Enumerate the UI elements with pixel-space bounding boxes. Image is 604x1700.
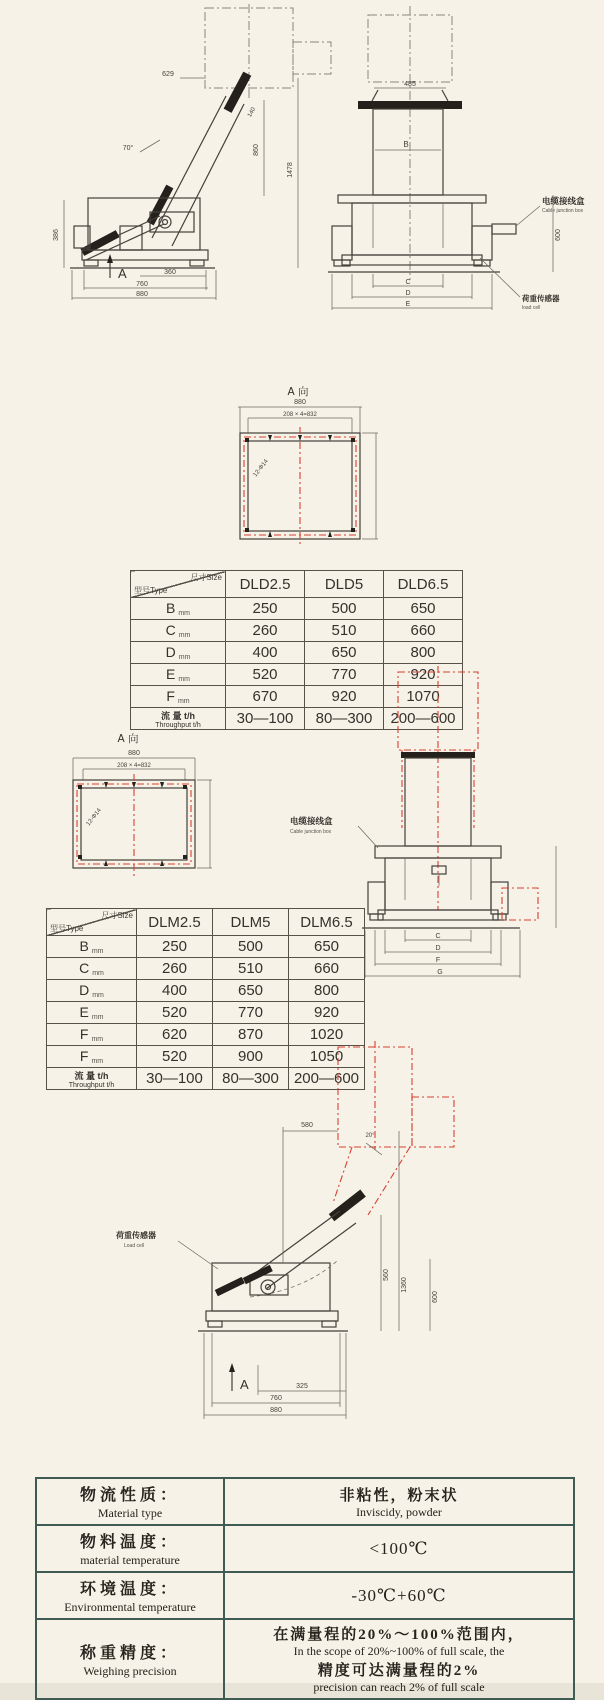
cable-junction-box-label-zh: 电缆接线盒 [542, 197, 585, 207]
cell: 770 [213, 1002, 289, 1024]
spec-label: 称重精度： Weighing precision [36, 1619, 224, 1699]
table-row [131, 598, 463, 620]
cell: 650 [213, 980, 289, 1002]
row-label: C mm [47, 958, 137, 980]
header-row [47, 909, 365, 936]
throughput-label: 流 量 t/h Throughput t/h [131, 708, 226, 730]
cell: 260 [226, 620, 305, 642]
dim-label: 560 [383, 1269, 390, 1281]
dim-label: 860 [253, 144, 260, 156]
corner-cell [47, 909, 137, 936]
dim-label: 600 [555, 229, 562, 241]
dim-label: 386 [53, 229, 60, 241]
side-view [53, 4, 331, 300]
angle-label: 70° [122, 145, 134, 152]
front-view [328, 6, 585, 311]
table-row [47, 936, 365, 958]
cell: 900 [213, 1046, 289, 1068]
cable-junction-box-label-en: Cable junction box [290, 829, 332, 835]
dim-label: 1360 [401, 1277, 408, 1293]
bolt-holes-label: 12-Φ14 [252, 458, 270, 479]
row-label: C mm [131, 620, 226, 642]
load-cell-label-en: Load cell [124, 1243, 145, 1249]
view-title: A 向 [287, 386, 309, 398]
a-view-2-drawing [40, 718, 270, 888]
row-label: E mm [47, 1002, 137, 1024]
cell: 870 [213, 1024, 289, 1046]
cell: 1050 [289, 1046, 365, 1068]
dim-label: 600 [432, 1291, 439, 1303]
table-row [131, 620, 463, 642]
view-direction-label: A [118, 266, 127, 281]
cell: 80—300 [305, 708, 384, 730]
spec-value: 在满量程的20%～100%范围内， In the scope of 20%~100% of full scale, the 精度可达满量程的2% precision can reach 2% of full scale [224, 1619, 574, 1699]
a-view-1-drawing [180, 355, 420, 555]
cell: 250 [137, 936, 213, 958]
dim-label: F [435, 957, 441, 964]
spec-label: 物流性质： Material type [36, 1478, 224, 1525]
cell: 200—600 [289, 1068, 365, 1090]
cell: 250 [226, 598, 305, 620]
cell: 650 [305, 642, 384, 664]
row-label: B mm [131, 598, 226, 620]
table-row [47, 1002, 365, 1024]
table-row [47, 958, 365, 980]
dim-label: 760 [136, 281, 148, 288]
column-header: DLD5 [305, 571, 384, 598]
dim-label: D [405, 290, 411, 297]
row-label: D mm [131, 642, 226, 664]
cell: 800 [289, 980, 365, 1002]
dim-label: 1478 [287, 162, 294, 178]
dim-label: 208 × 4=832 [117, 763, 151, 769]
spec-row-environmental-temperature [36, 1572, 574, 1619]
dim-label: E [405, 301, 411, 308]
cell: 520 [137, 1002, 213, 1024]
dim-label: 880 [136, 291, 148, 298]
header-row [131, 571, 463, 598]
column-header: DLM2.5 [137, 909, 213, 936]
cell: 1070 [384, 686, 463, 708]
dim-label: 360 [164, 269, 176, 276]
dim-label: 325 [296, 1383, 308, 1390]
view-direction-label: A [240, 1377, 249, 1392]
dim-label: 880 [128, 750, 140, 757]
corner-type-label: 型号Type [134, 586, 168, 595]
cable-junction-box-label-zh: 电缆接线盒 [290, 817, 333, 827]
spec-value: -30℃+60℃ [224, 1572, 574, 1619]
cell: 1020 [289, 1024, 365, 1046]
row-label: F mm [131, 686, 226, 708]
top-figure-drawing [0, 0, 604, 330]
dim-label: C [435, 933, 441, 940]
cell: 650 [384, 598, 463, 620]
spec-row-material-type [36, 1478, 574, 1525]
row-label: D mm [47, 980, 137, 1002]
dim-label: 880 [294, 399, 306, 406]
bolt-holes-label: 12-Φ14 [85, 807, 103, 828]
bottom-figure-drawing [100, 1035, 480, 1425]
cell: 920 [289, 1002, 365, 1024]
cell: 500 [213, 936, 289, 958]
specification-table [35, 1477, 575, 1700]
cell: 80—300 [213, 1068, 289, 1090]
corner-type-label: 型号Type [50, 924, 84, 933]
cell: 260 [137, 958, 213, 980]
load-cell-label-en: load cell [522, 305, 541, 311]
dim-label: B [403, 140, 409, 149]
cell: 660 [384, 620, 463, 642]
cell: 30—100 [137, 1068, 213, 1090]
cell: 520 [137, 1046, 213, 1068]
column-header: DLM6.5 [289, 909, 365, 936]
column-header: DLM5 [213, 909, 289, 936]
cell: 510 [305, 620, 384, 642]
spec-row-material-temperature [36, 1525, 574, 1572]
dim-label: D [435, 945, 441, 952]
dim-label: 629 [162, 71, 174, 78]
corner-size-label: 尺寸Size [101, 911, 133, 920]
column-header: DLD6.5 [384, 571, 463, 598]
dim-label: 485 [404, 81, 416, 88]
row-label: E mm [131, 664, 226, 686]
cell: 200—600 [384, 708, 463, 730]
cell: 30—100 [226, 708, 305, 730]
cell: 770 [305, 664, 384, 686]
cell: 400 [226, 642, 305, 664]
dim-label: 140 [247, 106, 258, 119]
dim-label: 880 [270, 1407, 282, 1414]
table-row [47, 980, 365, 1002]
cell: 620 [137, 1024, 213, 1046]
spec-value: 非粘性，粉末状 Inviscidy, powder [224, 1478, 574, 1525]
cell: 650 [289, 936, 365, 958]
cell: 670 [226, 686, 305, 708]
dim-label: 208 × 4=832 [283, 412, 317, 418]
dim-label: 580 [301, 1122, 313, 1129]
cell: 920 [384, 664, 463, 686]
column-header: DLD2.5 [226, 571, 305, 598]
dim-label: C [405, 279, 411, 286]
throughput-label: 流 量 t/h Throughput t/h [47, 1068, 137, 1090]
spec-row-weighing-precision [36, 1619, 574, 1699]
view-title: A 向 [117, 733, 139, 745]
row-label: B mm [47, 936, 137, 958]
cell: 500 [305, 598, 384, 620]
cell: 800 [384, 642, 463, 664]
row-label: F mm [47, 1046, 137, 1068]
corner-cell [131, 571, 226, 598]
load-cell-label-zh: 荷重传感器 [522, 294, 560, 303]
cell: 920 [305, 686, 384, 708]
spec-label: 物料温度： material temperature [36, 1525, 224, 1572]
corner-size-label: 尺寸Size [190, 573, 222, 582]
cable-junction-box-label-en: Cable junction box [542, 208, 584, 214]
angle-label: 20° [365, 1133, 375, 1139]
row-label: F mm [47, 1024, 137, 1046]
cell: 660 [289, 958, 365, 980]
dim-label: 760 [270, 1395, 282, 1402]
cell: 510 [213, 958, 289, 980]
load-cell-label-zh: 荷重传感器 [116, 1231, 156, 1240]
spec-label: 环境温度： Environmental temperature [36, 1572, 224, 1619]
cell: 520 [226, 664, 305, 686]
spec-value: <100℃ [224, 1525, 574, 1572]
cell: 400 [137, 980, 213, 1002]
dim-label: G [437, 969, 443, 976]
